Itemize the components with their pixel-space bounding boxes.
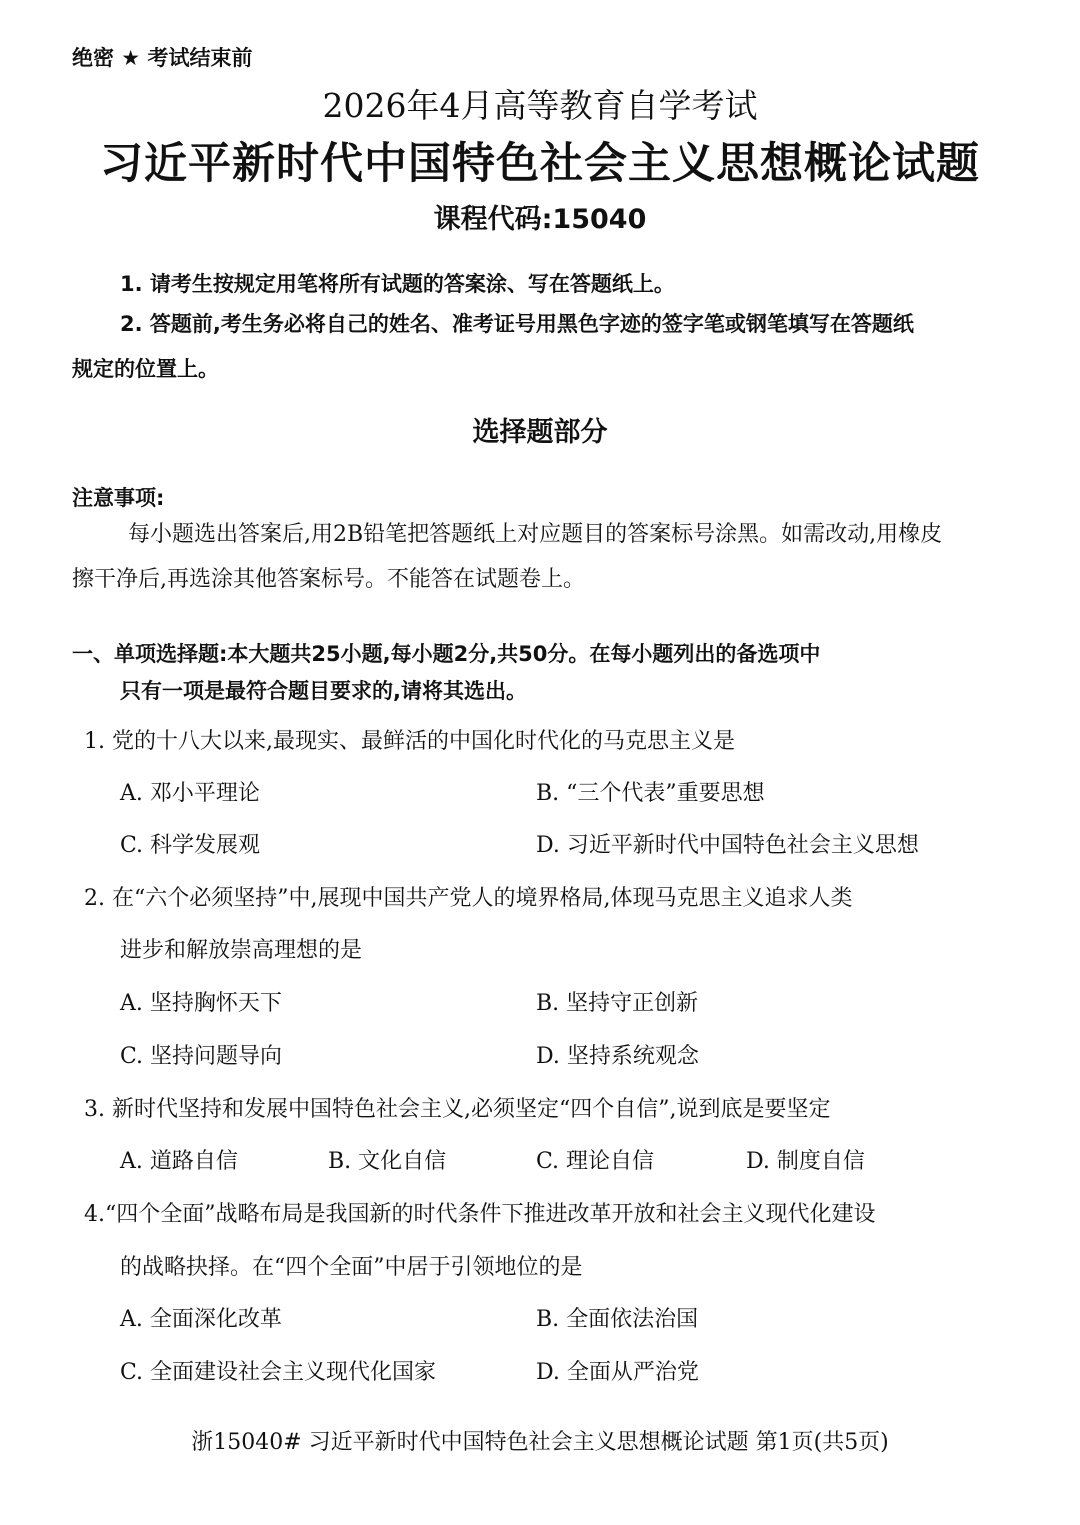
notice-line-2: 擦干净后,再选涂其他答案标号。不能答在试题卷上。 [72,567,585,592]
question-3-option-c: C. 理论自信 [536,1149,655,1174]
instruction-2: 2. 答题前,考生务必将自己的姓名、准考证号用黑色字迹的签字笔或钢笔填写在答题纸 [120,312,914,336]
exam-date: 2026年4月高等教育自学考试 [322,86,758,125]
question-2-option-c: C. 坚持问题导向 [120,1044,283,1069]
question-2-stem-continued: 进步和解放崇高理想的是 [120,938,363,963]
question-1-stem: 1. 党的十八大以来,最现实、最鲜活的中国化时代化的马克思主义是 [84,729,735,754]
question-4-stem-continued: 的战略抉择。在“四个全面”中居于引领地位的是 [120,1255,583,1280]
page-footer: 浙15040# 习近平新时代中国特色社会主义思想概论试题 第1页(共5页) [191,1430,889,1455]
question-4-option-b: B. 全面依法治国 [536,1307,699,1332]
question-1-option-c: C. 科学发展观 [120,833,261,858]
section-heading: 选择题部分 [472,417,608,448]
question-3-option-b: B. 文化自信 [328,1149,447,1174]
course-code: 课程代码:15040 [433,204,647,235]
part-one-heading-continued: 只有一项是最符合题目要求的,请将其选出。 [120,679,527,703]
question-4-option-a: A. 全面深化改革 [120,1307,282,1332]
question-4-option-c: C. 全面建设社会主义现代化国家 [120,1360,437,1385]
question-2-option-a: A. 坚持胸怀天下 [120,991,282,1016]
notice-line-1: 每小题选出答案后,用2B铅笔把答题纸上对应题目的答案标号涂黑。如需改动,用橡皮 [128,522,943,547]
confidential-label: 绝密 ★ 考试结束前 [72,46,253,70]
notice-label: 注意事项: [72,486,165,510]
question-4-stem: 4.“四个全面”战略布局是我国新的时代条件下推进改革开放和社会主义现代化建设 [84,1202,876,1227]
question-4-option-d: D. 全面从严治党 [536,1360,699,1385]
question-1-option-b: B. “三个代表”重要思想 [536,781,765,806]
question-3-option-d: D. 制度自信 [746,1149,865,1174]
question-2-option-d: D. 坚持系统观念 [536,1044,699,1069]
part-one-heading: 一、单项选择题:本大题共25小题,每小题2分,共50分。在每小题列出的备选项中 [72,642,821,666]
question-2-option-b: B. 坚持守正创新 [536,991,699,1016]
question-1-option-d: D. 习近平新时代中国特色社会主义思想 [536,833,919,858]
question-3-option-a: A. 道路自信 [120,1149,238,1174]
paper-title: 习近平新时代中国特色社会主义思想概论试题 [100,139,980,189]
question-2-stem: 2. 在“六个必须坚持”中,展现中国共产党人的境界格局,体现马克思主义追求人类 [84,886,853,911]
question-3-stem: 3. 新时代坚持和发展中国特色社会主义,必须坚定“四个自信”,说到底是要坚定 [84,1097,831,1122]
question-1-option-a: A. 邓小平理论 [120,781,260,806]
instruction-1: 1. 请考生按规定用笔将所有试题的答案涂、写在答题纸上。 [120,272,675,296]
instruction-2-continued: 规定的位置上。 [72,357,219,381]
